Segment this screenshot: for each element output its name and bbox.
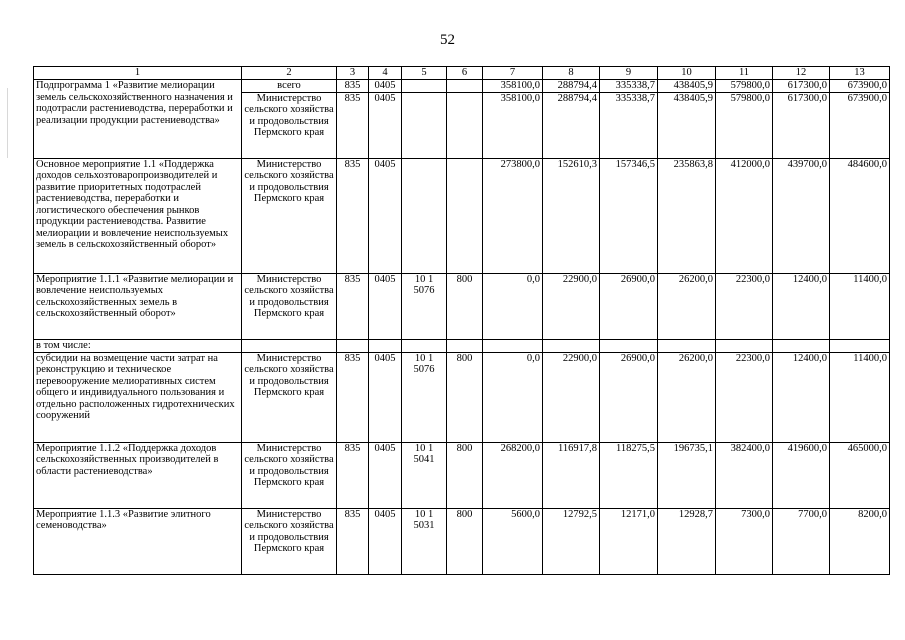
row-code-6: 800	[447, 442, 483, 508]
row-code-5	[402, 80, 447, 93]
row-code-6	[447, 158, 483, 273]
row-value: 358100,0	[483, 92, 543, 158]
row-value: 335338,7	[600, 80, 658, 93]
row-value: 7300,0	[716, 508, 773, 574]
row-code-3: 835	[337, 273, 369, 339]
row-code-3: 835	[337, 92, 369, 158]
row-value: 438405,9	[658, 92, 716, 158]
row-value: 439700,0	[773, 158, 830, 273]
row-code-4: 0405	[369, 80, 402, 93]
row-code-5	[402, 158, 447, 273]
col-header: 3	[337, 67, 369, 80]
row-value: 438405,9	[658, 80, 716, 93]
row-value: 273800,0	[483, 158, 543, 273]
row-value: 12400,0	[773, 273, 830, 339]
row-code-5: 10 1 5031	[402, 508, 447, 574]
row-code-3: 835	[337, 442, 369, 508]
row-value: 268200,0	[483, 442, 543, 508]
row-value: 22300,0	[716, 352, 773, 442]
row-code-5: 10 1 5076	[402, 352, 447, 442]
row-responsible: всего	[242, 80, 337, 93]
col-header: 12	[773, 67, 830, 80]
row-code-6: 800	[447, 273, 483, 339]
col-header: 2	[242, 67, 337, 80]
row-value: 116917,8	[543, 442, 600, 508]
row-value: 235863,8	[658, 158, 716, 273]
row-value: 288794,4	[543, 80, 600, 93]
row-value: 465000,0	[830, 442, 890, 508]
row-value: 419600,0	[773, 442, 830, 508]
row-name: Подпрограмма 1 «Развитие мелиорации земель сельскохозяйственного назначения и подотрасли растениеводства, переработки и реализации продукции растениеводства»	[34, 80, 242, 159]
row-value: 617300,0	[773, 80, 830, 93]
row-value: 118275,5	[600, 442, 658, 508]
row-code-4: 0405	[369, 508, 402, 574]
table-row	[34, 352, 890, 442]
table-row	[34, 442, 890, 508]
row-code-6: 800	[447, 352, 483, 442]
row-code-6	[447, 80, 483, 93]
row-code-4: 0405	[369, 352, 402, 442]
row-code-4: 0405	[369, 442, 402, 508]
row-code-3: 835	[337, 508, 369, 574]
row-value: 673900,0	[830, 80, 890, 93]
col-header: 4	[369, 67, 402, 80]
row-value: 382400,0	[716, 442, 773, 508]
row-value: 8200,0	[830, 508, 890, 574]
row-value: 358100,0	[483, 80, 543, 93]
row-value: 22900,0	[543, 273, 600, 339]
row-value: 26900,0	[600, 352, 658, 442]
header-row	[34, 67, 890, 80]
row-name: субсидии на возмещение части затрат на реконструкцию и техническое перевооружение мелиоративных систем общего и индивидуального пользования и отдельно расположенных гидротехнических сооружений	[34, 352, 242, 442]
row-name: Мероприятие 1.1.2 «Поддержка доходов сельскохозяйственных производителей в области растениеводства»	[34, 442, 242, 508]
row-value: 22300,0	[716, 273, 773, 339]
row-value: 157346,5	[600, 158, 658, 273]
row-responsible: Министерство сельского хозяйства и продовольствия Пермского края	[242, 508, 337, 574]
col-header: 5	[402, 67, 447, 80]
row-responsible: Министерство сельского хозяйства и продовольствия Пермского края	[242, 442, 337, 508]
row-code-4: 0405	[369, 273, 402, 339]
row-code-3: 835	[337, 158, 369, 273]
col-header: 6	[447, 67, 483, 80]
col-header: 13	[830, 67, 890, 80]
row-value: 11400,0	[830, 273, 890, 339]
row-value: 26900,0	[600, 273, 658, 339]
table-row	[34, 508, 890, 574]
row-code-6: 800	[447, 508, 483, 574]
row-value: 12171,0	[600, 508, 658, 574]
row-code-6	[447, 92, 483, 158]
row-value: 7700,0	[773, 508, 830, 574]
row-value: 0,0	[483, 352, 543, 442]
budget-table	[33, 66, 890, 575]
row-code-5: 10 1 5076	[402, 273, 447, 339]
row-value: 673900,0	[830, 92, 890, 158]
row-name: Основное мероприятие 1.1 «Поддержка доходов сельхозтоваропроизводителей и развитие приоритетных подотраслей растениеводства, переработки и логистического обеспечения рынков продукции растениеводства. Развитие мелиорации и вовлечение неиспользуемых земель в сельскохозяйственный оборот»	[34, 158, 242, 273]
row-code-3: 835	[337, 80, 369, 93]
table-row	[34, 80, 890, 93]
row-note: в том числе:	[34, 339, 242, 352]
col-header: 1	[34, 67, 242, 80]
row-value: 152610,3	[543, 158, 600, 273]
row-value: 484600,0	[830, 158, 890, 273]
row-name: Мероприятие 1.1.1 «Развитие мелиорации и вовлечение неиспользуемых сельскохозяйственных земель в сельскохозяйственный оборот»	[34, 273, 242, 339]
page-number: 52	[440, 32, 455, 48]
table-row	[34, 158, 890, 273]
row-value: 26200,0	[658, 352, 716, 442]
row-value: 412000,0	[716, 158, 773, 273]
col-header: 8	[543, 67, 600, 80]
row-name: Мероприятие 1.1.3 «Развитие элитного семеноводства»	[34, 508, 242, 574]
col-header: 10	[658, 67, 716, 80]
row-value: 0,0	[483, 273, 543, 339]
row-value: 617300,0	[773, 92, 830, 158]
row-value: 335338,7	[600, 92, 658, 158]
table-row	[34, 339, 890, 352]
row-value: 196735,1	[658, 442, 716, 508]
row-value: 579800,0	[716, 92, 773, 158]
row-value: 288794,4	[543, 92, 600, 158]
margin-mark	[7, 88, 8, 158]
row-responsible: Министерство сельского хозяйства и продовольствия Пермского края	[242, 92, 337, 158]
row-responsible: Министерство сельского хозяйства и продовольствия Пермского края	[242, 158, 337, 273]
row-responsible: Министерство сельского хозяйства и продовольствия Пермского края	[242, 352, 337, 442]
col-header: 11	[716, 67, 773, 80]
row-value: 579800,0	[716, 80, 773, 93]
row-code-4: 0405	[369, 92, 402, 158]
row-value: 12792,5	[543, 508, 600, 574]
row-code-3: 835	[337, 352, 369, 442]
row-value: 12928,7	[658, 508, 716, 574]
row-code-5: 10 1 5041	[402, 442, 447, 508]
row-responsible: Министерство сельского хозяйства и продовольствия Пермского края	[242, 273, 337, 339]
row-value: 12400,0	[773, 352, 830, 442]
row-value: 5600,0	[483, 508, 543, 574]
table-row	[34, 273, 890, 339]
row-code-4: 0405	[369, 158, 402, 273]
row-value: 26200,0	[658, 273, 716, 339]
col-header: 9	[600, 67, 658, 80]
row-value: 22900,0	[543, 352, 600, 442]
row-code-5	[402, 92, 447, 158]
col-header: 7	[483, 67, 543, 80]
row-value: 11400,0	[830, 352, 890, 442]
